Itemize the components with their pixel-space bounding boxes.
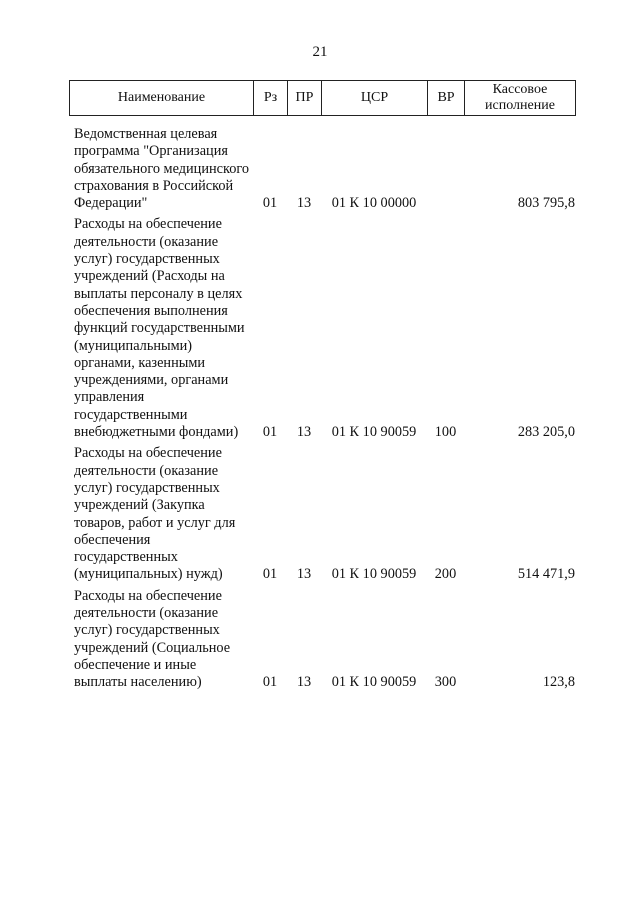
- row-csr: 01 К 10 90059: [331, 424, 417, 441]
- row-rz: 01: [262, 674, 278, 691]
- row-vr: 100: [434, 424, 457, 441]
- table-row: [69, 126, 585, 212]
- row-vr: 300: [434, 674, 457, 691]
- row-rz: 01: [262, 195, 278, 212]
- row-name: Ведомственная целевая программа "Организация обязательного медицинского страхования в Российской Федерации": [74, 126, 249, 212]
- row-name: Расходы на обеспечение деятельности (оказание услуг) государственных учреждений (Закупка товаров, работ и услуг для обеспечения государственных (муниципальных) нужд): [74, 445, 236, 583]
- header-name: Наименование: [70, 81, 254, 116]
- row-sum: 803 795,8: [517, 195, 575, 212]
- row-name: Расходы на обеспечение деятельности (оказание услуг) государственных учреждений (Социальное обеспечение и иные выплаты населению): [74, 587, 231, 691]
- row-pr: 13: [296, 424, 312, 441]
- row-rz: 01: [262, 424, 278, 441]
- header-csr: ЦСР: [322, 81, 428, 116]
- row-pr: 13: [296, 674, 312, 691]
- row-sum: 514 471,9: [517, 566, 575, 583]
- row-vr: 200: [434, 566, 457, 583]
- row-rz: 01: [262, 566, 278, 583]
- table-row: [69, 588, 585, 692]
- table-body: [69, 126, 585, 696]
- header-pr: ПР: [288, 81, 322, 116]
- row-csr: 01 К 10 90059: [331, 674, 417, 691]
- row-pr: 13: [296, 195, 312, 212]
- header-sum: [465, 81, 576, 116]
- row-pr: 13: [296, 566, 312, 583]
- table-row: [69, 445, 585, 583]
- row-sum: 123,8: [542, 674, 575, 691]
- page-number: 21: [312, 44, 328, 60]
- header-sum-line1: Кассовое: [492, 82, 548, 97]
- table-row: [69, 216, 585, 441]
- header-sum-line2: исполнение: [485, 98, 555, 113]
- row-csr: 01 К 10 00000: [331, 195, 417, 212]
- row-csr: 01 К 10 90059: [331, 566, 417, 583]
- header-rz: Рз: [254, 81, 288, 116]
- row-sum: 283 205,0: [517, 424, 575, 441]
- table-header: [69, 80, 576, 116]
- header-vr: ВР: [428, 81, 465, 116]
- row-name: Расходы на обеспечение деятельности (оказание услуг) государственных учреждений (Расходы на выплаты персоналу в целях обеспечения выполнения функций государственными (муниципальными) органами, казенными учреждениями, органами управления государственными внебюджетными фондами): [74, 216, 245, 441]
